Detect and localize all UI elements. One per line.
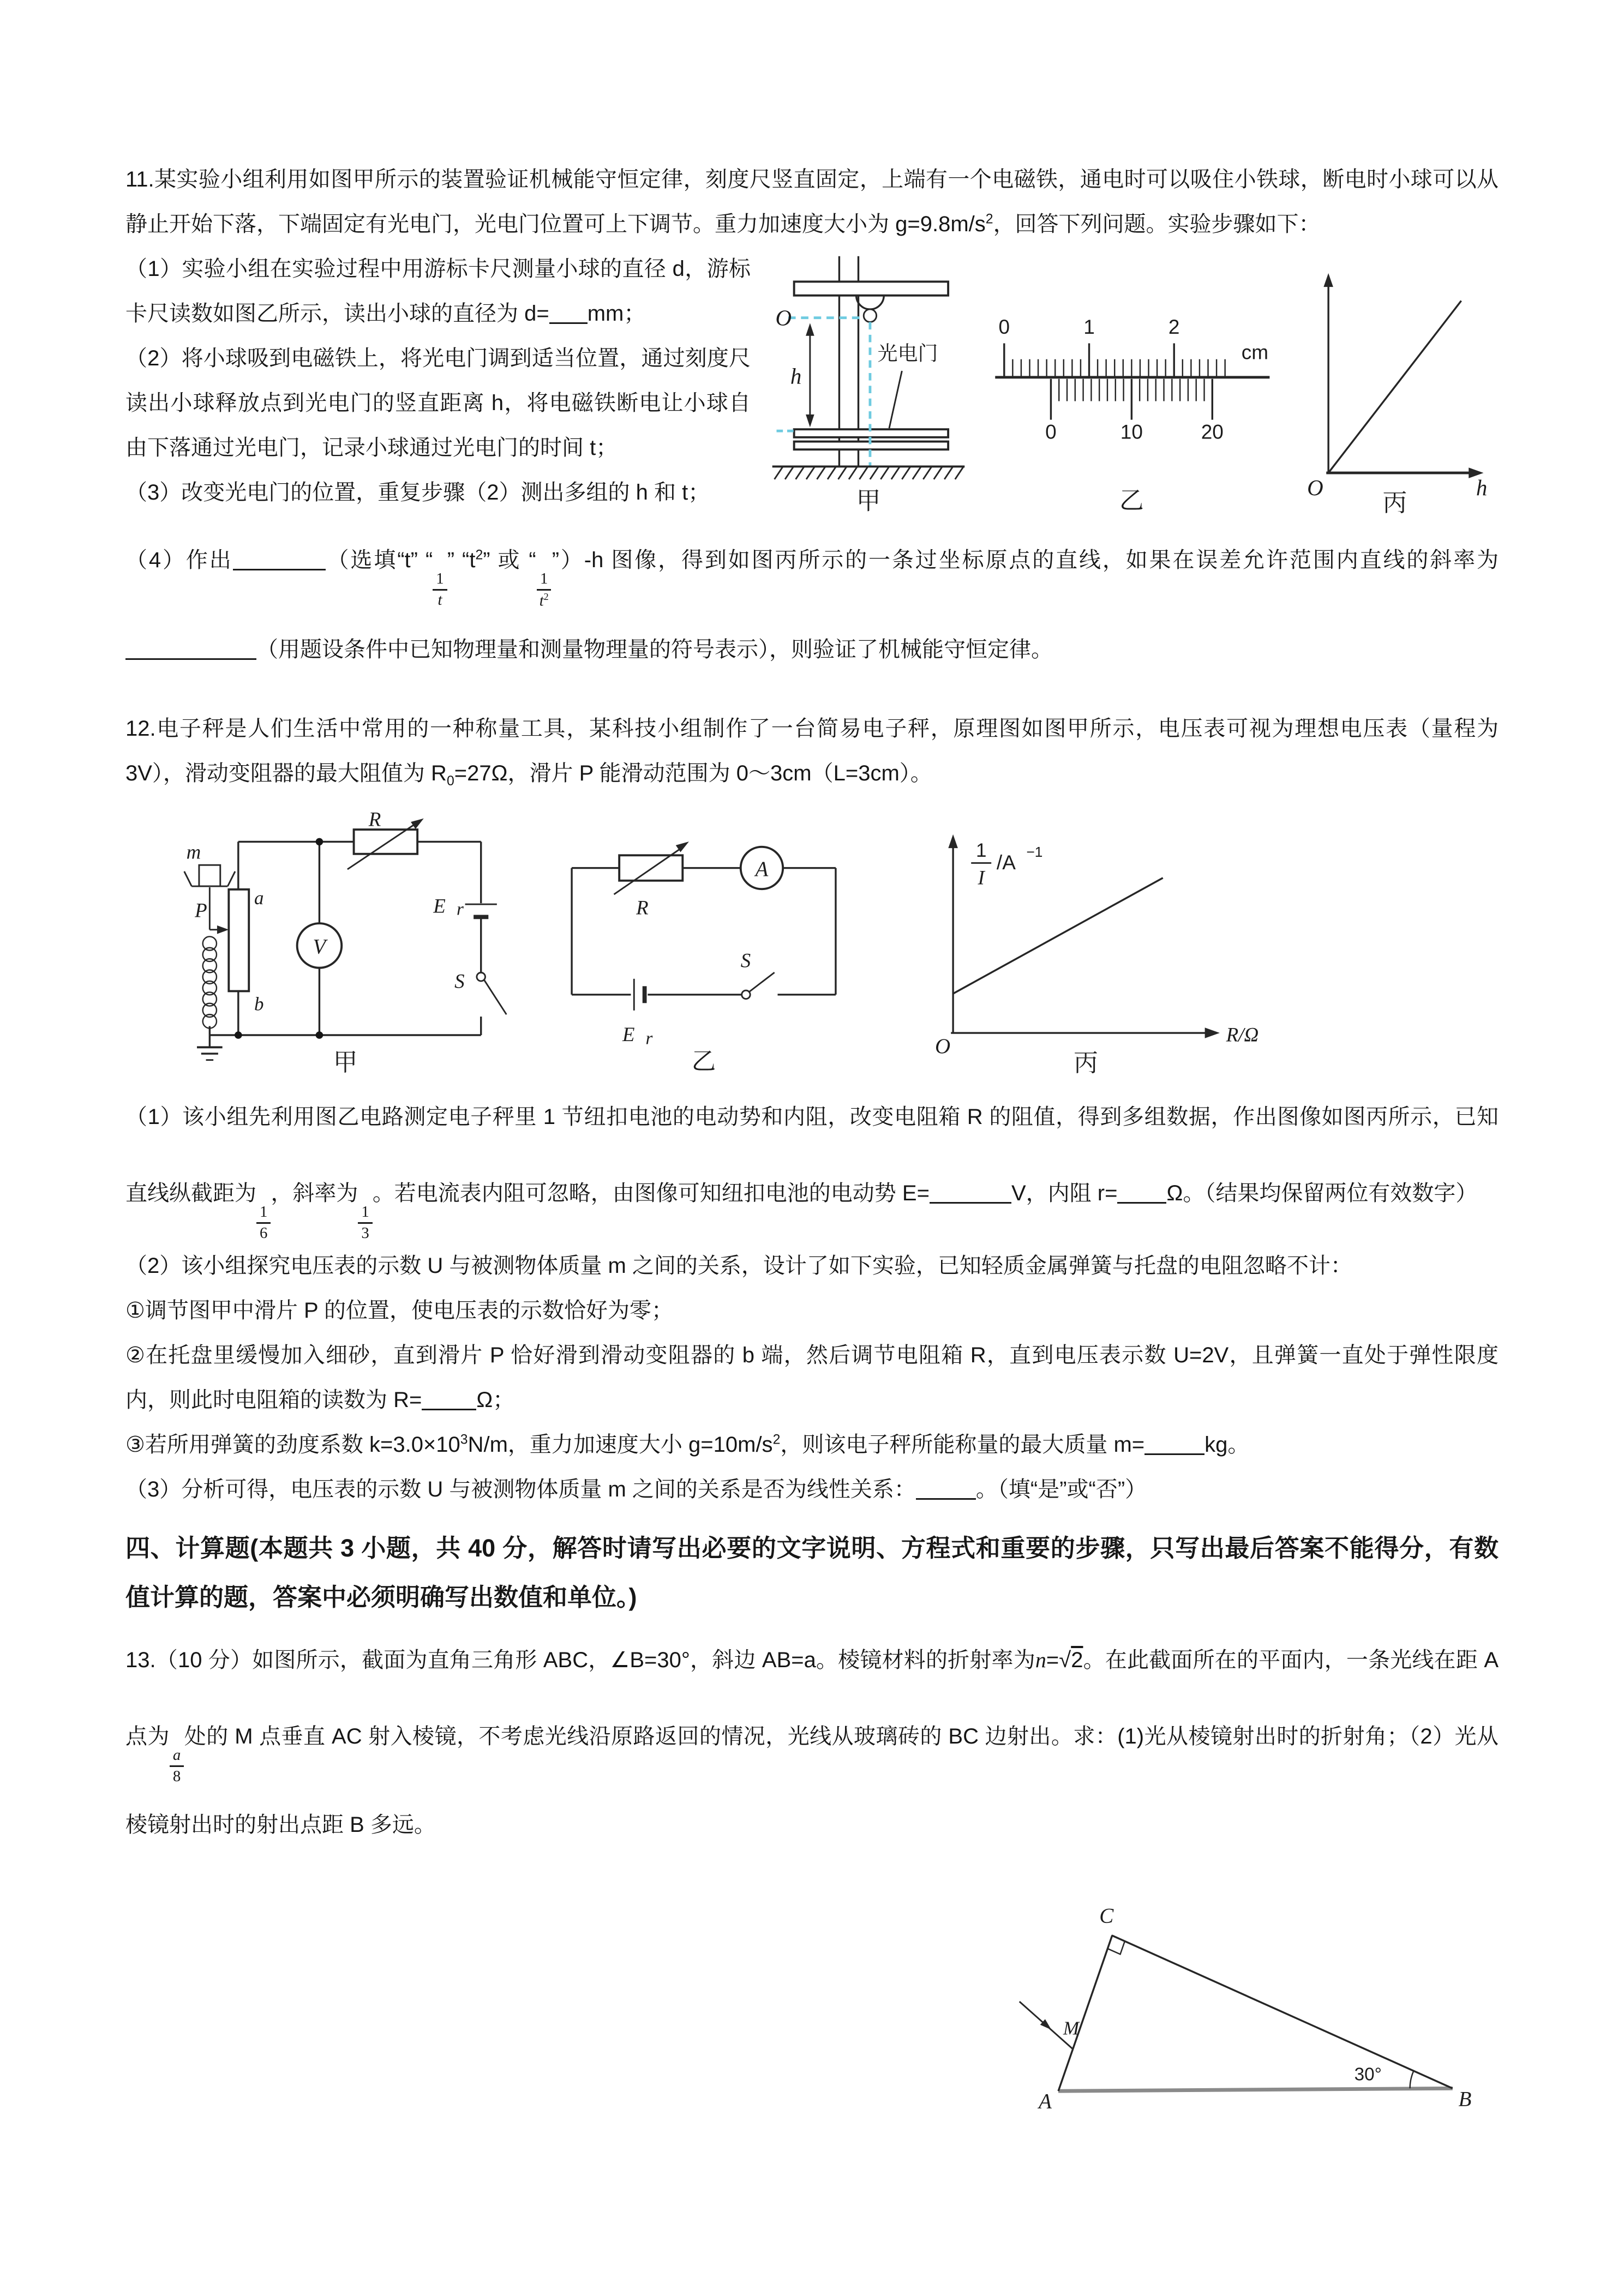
part1-text-a: （1）该小组先利用图乙电路测定电子秤里 1 节纽扣电池的电动势和内阻，改变电阻箱 R 的阻值，得到多组数据，作出图像如图丙所示，已知直线纵截距为 <box>125 1104 1499 1205</box>
vernier-tick-0: 0 <box>1045 420 1057 443</box>
caption-bing: 丙 <box>1074 1049 1098 1075</box>
sup-2: 2 <box>475 548 483 563</box>
part3-text: （3）分析可得，电压表的示数 U 与被测物体质量 m 之间的关系是否为线性关系： <box>125 1477 916 1501</box>
problem-12-part2: （2）该小组探究电压表的示数 U 与被测物体质量 m 之间的关系，设计了如下实验，已知轻质金属弹簧与托盘的电阻忽略不计： <box>125 1254 1352 1278</box>
frac-num: 1 <box>433 569 447 591</box>
junction-dot <box>316 838 323 845</box>
problem-12-part1 <box>125 1079 1499 1243</box>
voltmeter-V: V <box>313 935 326 959</box>
vertex-B: B <box>1458 2087 1472 2111</box>
problem-12 <box>125 706 1499 1512</box>
ammeter-A: A <box>755 857 769 881</box>
problem-12-item2 <box>125 1333 1499 1422</box>
main-tick-1: 1 <box>1083 315 1095 338</box>
junction-dot <box>316 1031 323 1039</box>
angle-30-label: 30° <box>1354 2064 1382 2085</box>
figure-11-jia-apparatus <box>765 250 972 515</box>
item3-text-a: ③若所用弹簧的劲度系数 k=3.0×10 <box>125 1433 460 1457</box>
answer-blank-max-mass <box>1144 1453 1204 1455</box>
problem-12-figures <box>142 810 1499 1075</box>
fraction-1-over-6 <box>256 1203 271 1243</box>
figure-12-jia-circuit <box>142 810 513 1075</box>
figure-12-yi-circuit <box>540 810 867 1074</box>
frac-den: 3 <box>361 1224 369 1242</box>
label-h: h <box>790 364 802 389</box>
var-n: n <box>1035 1648 1046 1672</box>
problem-11-intro-text: 11.某实验小组利用如图甲所示的装置验证机械能守恒定律，刻度尺竖直固定，上端有一个电磁铁，通电时可以吸住小铁球，断电时小球可以从静止开始下落，下端固定有光电门，光电门位置可上下调节。重力加速度大小为 g=9.8m/s <box>125 167 1499 236</box>
label-b: b <box>254 993 264 1015</box>
part3-tail: 。（填“是”或“否”） <box>975 1477 1147 1501</box>
battery-icon <box>634 979 644 1011</box>
problem-12-item3 <box>125 1422 1499 1467</box>
frac-num: 1 <box>256 1203 271 1224</box>
side-CB <box>1112 1936 1453 2088</box>
caption-bing: 丙 <box>1382 489 1407 515</box>
ylabel-unit: /A <box>996 850 1016 874</box>
part1-text-c: 。若电流表内阻可忽略，由图像可知纽扣电池的电动势 E= <box>372 1181 930 1205</box>
label-E: E <box>433 894 446 917</box>
main-tick-0: 0 <box>998 315 1010 338</box>
vernier-tick-20: 20 <box>1201 420 1224 443</box>
label-P: P <box>195 899 207 922</box>
sub-0: 0 <box>446 773 454 789</box>
y-axis-arrow-icon <box>948 834 958 848</box>
step1-unit: mm； <box>587 302 646 326</box>
step4-text-e: ”）-h 图像，得到如图丙所示的一条过坐标原点的直线，如果在误差允许范围内直线的斜率为 <box>552 548 1499 572</box>
label-R: R <box>368 809 381 831</box>
problem-11-step2: （2）将小球吸到电磁铁上，将光电门调到适当位置，通过刻度尺读出小球释放点到光电门的竖直距离 h，将电磁铁断电让小球自由下落通过光电门，记录小球通过光电门的时间 t； <box>125 346 751 460</box>
sup-3: 3 <box>460 1432 468 1447</box>
ground-icon <box>197 1047 223 1060</box>
point-M: M <box>1063 2017 1080 2039</box>
mass-and-tray <box>184 865 235 930</box>
unit-cm: cm <box>1241 341 1269 364</box>
frac-num: a <box>170 1746 184 1767</box>
label-photogate: 光电门 <box>877 341 938 365</box>
fraction-1-over-t <box>433 569 447 610</box>
rheostat-box <box>354 830 418 854</box>
caption-jia: 甲 <box>856 487 881 515</box>
figure-12-bing-graph <box>895 810 1298 1075</box>
frac-den-base: t <box>539 592 544 610</box>
problem-13-text <box>125 1622 1499 1863</box>
caption-yi: 乙 <box>691 1048 716 1074</box>
label-r: r <box>457 899 464 919</box>
answer-blank-slope <box>125 658 256 660</box>
battery-icon <box>465 904 497 917</box>
problem-12-part3 <box>125 1467 1499 1512</box>
x-axis-label: h <box>1476 475 1488 500</box>
problem-12-intro <box>125 706 1499 796</box>
label-m: m <box>186 840 201 863</box>
rheostat-box <box>619 855 682 880</box>
problem-11-step4 <box>125 522 1499 688</box>
answer-blank-linear <box>916 1498 976 1500</box>
potentiometer <box>229 889 249 991</box>
frac-den: 6 <box>260 1224 268 1242</box>
vertex-A: A <box>1038 2089 1052 2113</box>
ylabel-denominator: I <box>978 867 985 889</box>
photogate <box>776 429 948 449</box>
p13-text-c: 处的 M 点垂直 AC 射入棱镜，不考虑光线沿原路返回的情况，光线从玻璃砖的 BC 边射出。求：(1)光从棱镜射出时的折射角；（2）光从棱镜射出时的射出点距 B 多远。 <box>125 1724 1499 1837</box>
label-O: O <box>775 305 792 330</box>
spring <box>203 936 217 1028</box>
caption-yi: 乙 <box>1119 487 1144 515</box>
item3-unit: kg。 <box>1204 1433 1250 1457</box>
step4-text-a: （4）作出 <box>125 548 233 572</box>
answer-blank-diameter <box>549 322 588 324</box>
p13-text-a: 13.（10 分）如图所示，截面为直角三角形 ABC，∠B=30°，斜边 AB=a。棱镜材料的折射率为 <box>125 1648 1035 1672</box>
answer-blank-R <box>422 1409 476 1410</box>
figure-13-prism-triangle <box>1008 1867 1477 2118</box>
label-E: E <box>622 1023 635 1045</box>
problem-11-step3: （3）改变光电门的位置，重复步骤（2）测出多组的 h 和 t； <box>125 480 710 504</box>
vernier-scale-ticks <box>1051 379 1212 420</box>
switch <box>477 972 506 1014</box>
fraction-1-over-t-squared <box>536 569 552 611</box>
intro-tail: =27Ω，滑片 P 能滑动范围为 0～3cm（L=3cm）。 <box>454 761 932 785</box>
frac-den: 8 <box>172 1768 181 1786</box>
ground <box>772 466 965 479</box>
label-r: r <box>645 1029 653 1049</box>
main-scale-ticks <box>1004 343 1225 377</box>
frac-num: 1 <box>358 1203 372 1224</box>
step4-text-c: ” “t <box>447 548 476 572</box>
label-S: S <box>740 949 751 972</box>
h-arrow <box>806 323 814 427</box>
steel-ball <box>864 309 876 322</box>
x-axis-label: R/Ω <box>1226 1024 1259 1047</box>
electromagnet-icon <box>856 296 884 309</box>
answer-blank-internal-resistance <box>1117 1202 1166 1204</box>
slider-arrow <box>209 925 229 934</box>
main-tick-2: 2 <box>1168 315 1180 338</box>
ylabel-numerator: 1 <box>975 839 987 861</box>
item2-text: ②在托盘里缓慢加入细砂，直到滑片 P 恰好滑到滑动变阻器的 b 端，然后调节电阻箱 R，直到电压表示数 U=2V，且弹簧一直处于弹性限度内，则此时电阻箱的读数为 R= <box>125 1343 1499 1412</box>
part1-text-e: Ω。（结果均保留两位有效数字） <box>1166 1181 1478 1205</box>
radicand-2: 2 <box>1071 1648 1083 1672</box>
problem-11-intro <box>125 157 1499 247</box>
problem-11 <box>125 157 1499 688</box>
answer-blank-emf <box>930 1202 1011 1204</box>
electromagnet-bar <box>794 281 948 295</box>
frac-den: t <box>438 591 442 609</box>
problem-13 <box>125 1622 1499 2118</box>
fraction-1-over-3 <box>358 1203 372 1243</box>
intro-text: 12.电子秤是人们生活中常用的一种称量工具，某科技小组制作了一台简易电子秤，原理图如图甲所示，电压表可视为理想电压表（量程为 3V），滑动变阻器的最大阻值为 R <box>125 716 1499 785</box>
problem-13-figure-wrap <box>125 1867 1477 2118</box>
sup-2: 2 <box>985 212 993 227</box>
step4-text-b: （选填“t” “ <box>325 548 433 572</box>
origin-O: O <box>935 1034 951 1058</box>
wires <box>572 868 836 994</box>
item3-text-b: N/m，重力加速度大小 g=10m/s <box>468 1433 773 1457</box>
angle-arc <box>1410 2071 1414 2088</box>
y-axis-label <box>971 840 1042 889</box>
side-AC <box>1058 1936 1112 2091</box>
step4-text-d: ” 或 “ <box>483 548 536 572</box>
figure-11-bing-graph <box>1286 250 1499 515</box>
radical-sign: √ <box>1059 1648 1071 1672</box>
vernier-tick-10: 10 <box>1120 420 1143 443</box>
gate-leader-line <box>889 371 902 428</box>
label-S: S <box>454 970 465 993</box>
wires <box>209 842 481 1047</box>
p13-text-b: 。在此截面所在的平面内，一条光线在距 A 点为 <box>125 1648 1499 1748</box>
problem-12-item1: ①调节图甲中滑片 P 的位置，使电压表的示数恰好为零； <box>125 1299 674 1323</box>
switch <box>742 972 775 999</box>
sup-2: 2 <box>772 1432 781 1447</box>
equals-sign: = <box>1046 1648 1059 1672</box>
item2-unit: Ω； <box>476 1388 515 1412</box>
ylabel-exponent: −1 <box>1026 843 1043 860</box>
part1-text-d: V，内阻 r= <box>1011 1181 1118 1205</box>
vertex-C: C <box>1099 1904 1114 1928</box>
step4-text-f: （用题设条件中已知物理量和测量物理量的符号表示），则验证了机械能守恒定律。 <box>256 637 1053 662</box>
data-line <box>953 878 1163 994</box>
section-4-header: 四、计算题(本题共 3 小题，共 40 分，解答时请写出必要的文字说明、方程式和重要的步骤，只写出最后答案不能得分，有数值计算的题，答案中必须明确写出数值和单位。) <box>125 1534 1499 1611</box>
data-line <box>1328 301 1461 473</box>
step1-text: （1）实验小组在实验过程中用游标卡尺测量小球的直径 d，游标卡尺读数如图乙所示，读出小球的直径为 d= <box>125 257 751 326</box>
item3-text-c: ，则该电子秤所能称量的最大质量 m= <box>780 1433 1145 1457</box>
frac-num: 1 <box>537 569 551 591</box>
side-AB <box>1058 2088 1453 2091</box>
y-axis-arrow-icon <box>1323 273 1333 287</box>
figure-11-yi-vernier-caliper <box>980 250 1278 515</box>
origin-O: O <box>1307 475 1323 500</box>
answer-blank-plot-quantity <box>233 569 326 570</box>
part1-text-b: ，斜率为 <box>271 1181 358 1205</box>
problem-11-intro-tail: ，回答下列问题。实验步骤如下： <box>993 212 1321 236</box>
fraction-a-over-8 <box>170 1746 184 1787</box>
problem-11-figures <box>765 250 1499 515</box>
label-a: a <box>254 887 264 909</box>
junction-dot <box>235 1031 242 1039</box>
caption-jia: 甲 <box>333 1049 358 1075</box>
label-R: R <box>636 896 649 919</box>
x-axis-arrow-icon <box>1205 1027 1220 1038</box>
frac-den-sup: 2 <box>543 591 549 603</box>
